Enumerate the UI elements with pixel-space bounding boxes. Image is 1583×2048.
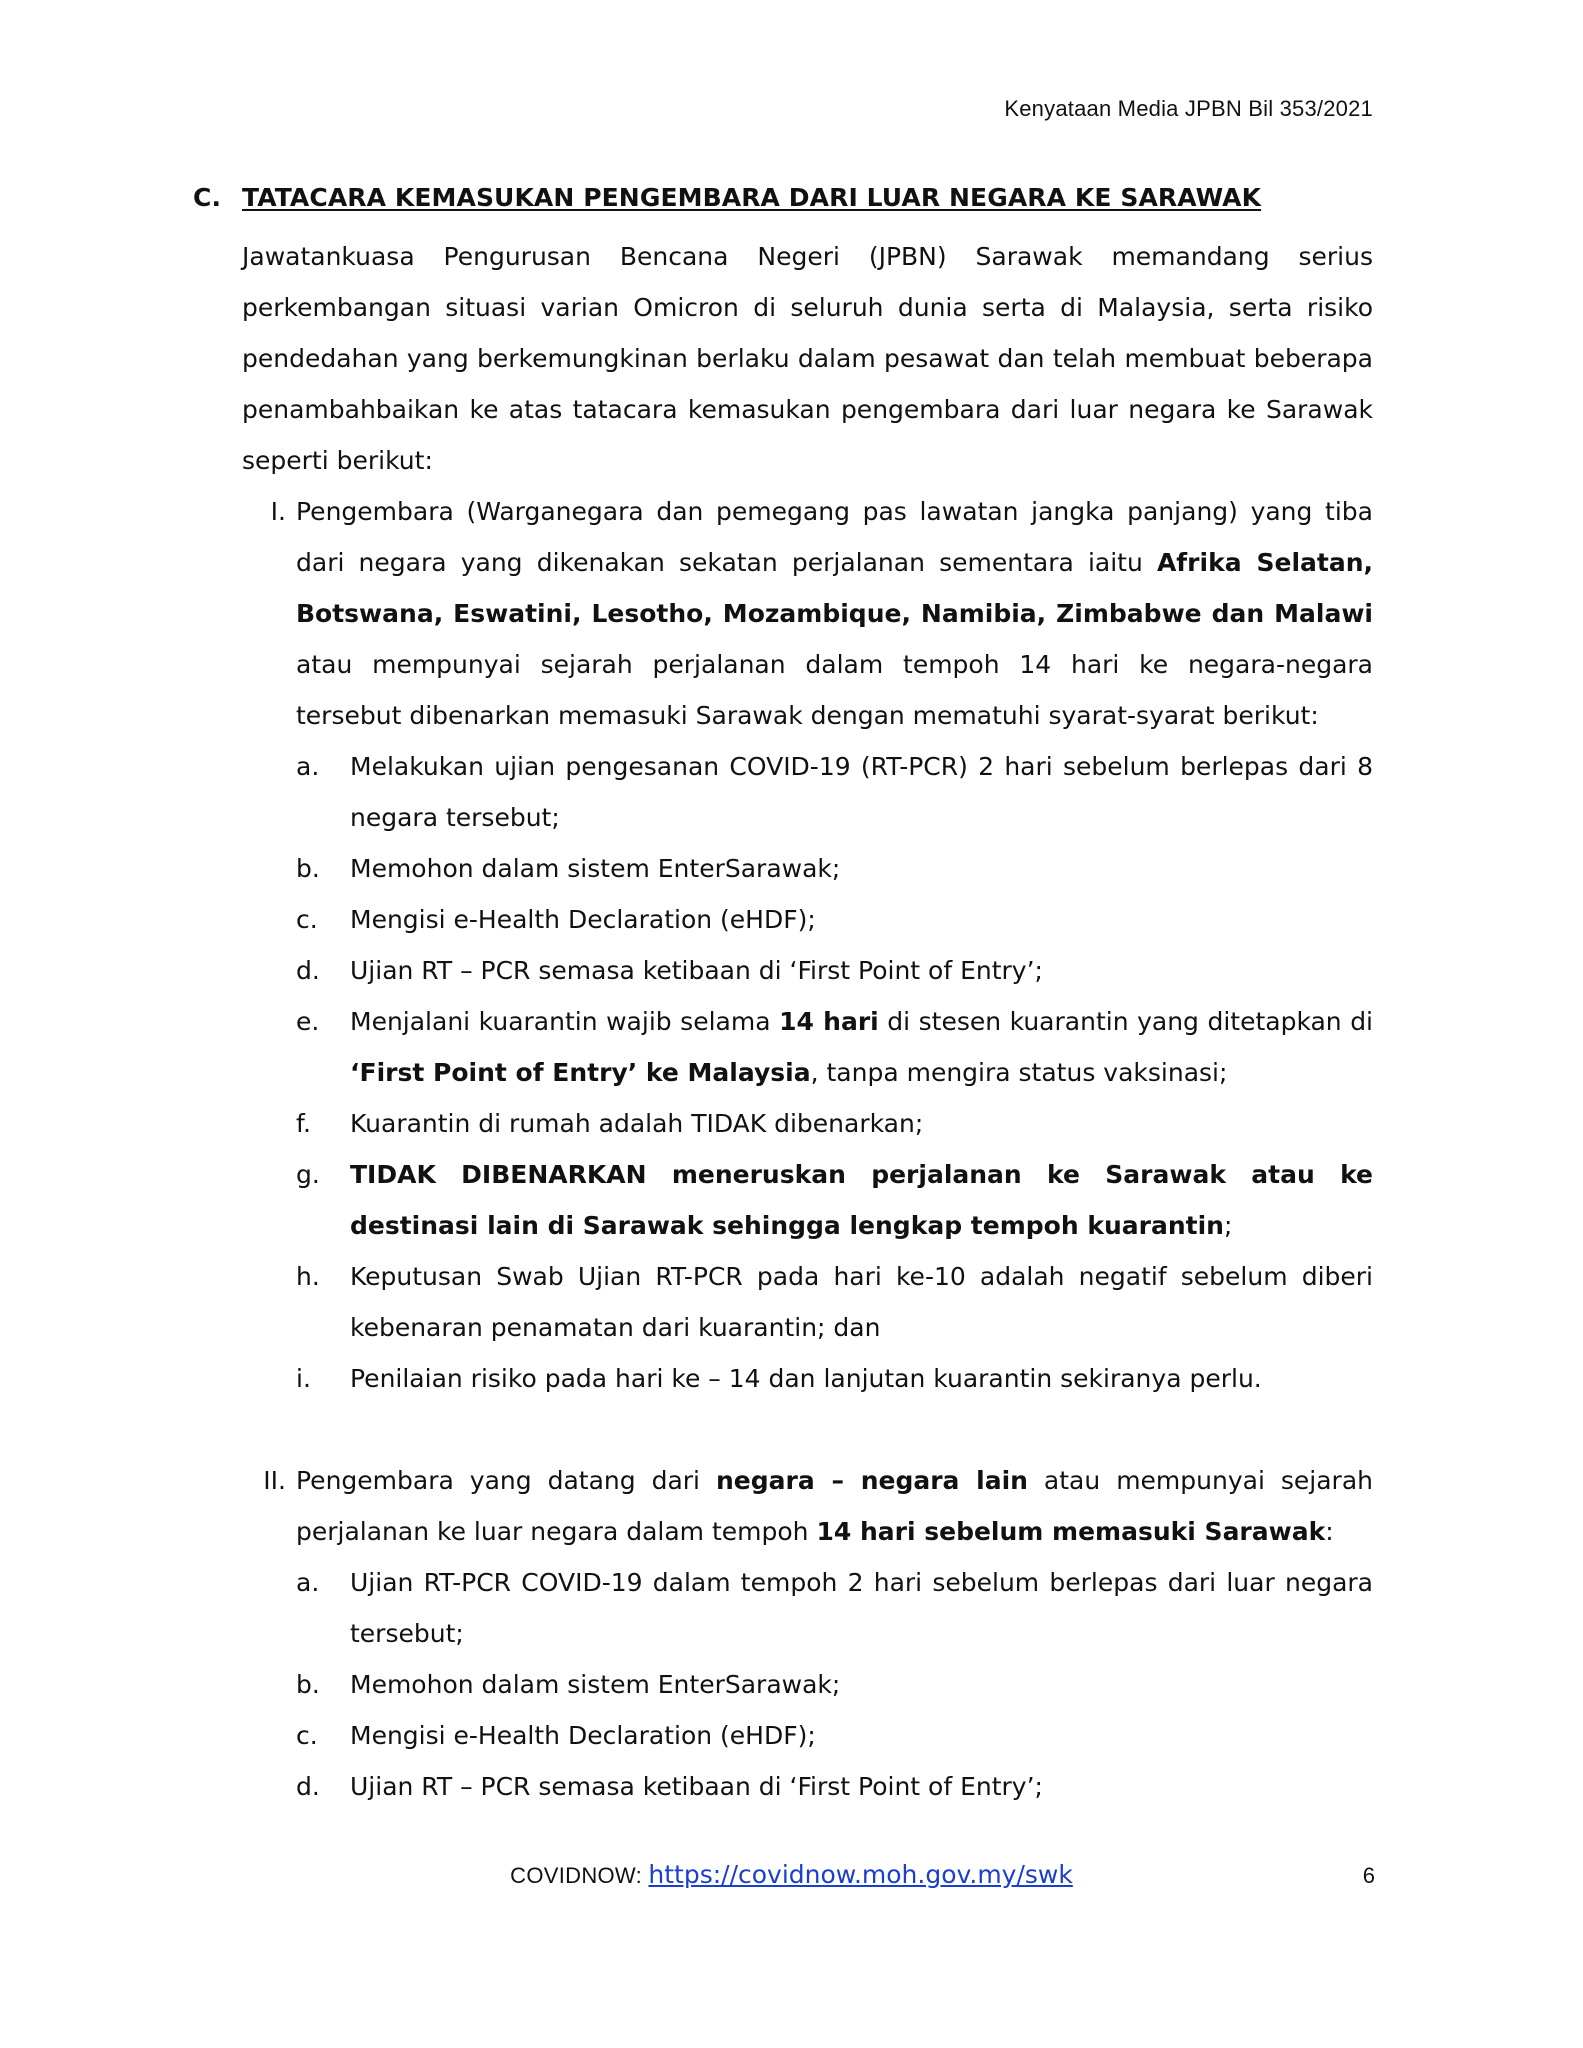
list-item-number: b.	[296, 1670, 320, 1699]
list-item-bold: TIDAK DIBENARKAN meneruskan perjalanan ke Sarawak atau ke destinasi lain di Sarawak sehingga lengkap tempoh kuarantin	[350, 1160, 1373, 1240]
list-item-1a	[242, 741, 1373, 843]
section-letter: C.	[193, 183, 222, 212]
page-number: 6	[1362, 1863, 1375, 1888]
list-item-text-mid: di stesen kuarantin yang ditetapkan di	[878, 1007, 1374, 1036]
list-item-number: g.	[296, 1160, 320, 1189]
list-item-number: h.	[296, 1262, 320, 1291]
list-item-number: c.	[296, 1721, 318, 1750]
document-body	[242, 231, 1373, 1812]
list-item-1h	[242, 1251, 1373, 1353]
list-item-text: Ujian RT – PCR semasa ketibaan di ‘First Point of Entry’;	[350, 956, 1043, 985]
list-item-1e	[242, 996, 1373, 1098]
list-item-bold: ‘First Point of Entry’ ke Malaysia	[350, 1058, 811, 1087]
list-item-text: Melakukan ujian pengesanan COVID-19 (RT-PCR) 2 hari sebelum berlepas dari 8 negara tersebut;	[350, 752, 1373, 832]
list-item-text: Ujian RT – PCR semasa ketibaan di ‘First Point of Entry’;	[350, 1772, 1043, 1801]
list-item-2b	[242, 1659, 1373, 1710]
list-item-text: Keputusan Swab Ujian RT-PCR pada hari ke-10 adalah negatif sebelum diberi kebenaran penamatan dari kuarantin; dan	[350, 1262, 1373, 1342]
list-item-number: i.	[296, 1364, 311, 1393]
list-item-2a	[242, 1557, 1373, 1659]
section-heading	[193, 183, 1261, 212]
intro-paragraph: Jawatankuasa Pengurusan Bencana Negeri (JPBN) Sarawak memandang serius perkembangan situasi varian Omicron di seluruh dunia serta di Malaysia, serta risiko pendedahan yang berkemungkinan berlaku dalam pesawat dan telah membuat beberapa penambahbaikan ke atas tatacara kemasukan pengembara dari luar negara ke Sarawak seperti berikut:	[242, 242, 1373, 475]
part-2-bold: 14 hari sebelum memasuki Sarawak	[816, 1517, 1326, 1546]
list-item-1i	[242, 1353, 1373, 1404]
part-2-number: II.	[263, 1466, 286, 1495]
list-item-1c	[242, 894, 1373, 945]
list-item-text: Kuarantin di rumah adalah TIDAK dibenarkan;	[350, 1109, 924, 1138]
list-item-text: Penilaian risiko pada hari ke – 14 dan lanjutan kuarantin sekiranya perlu.	[350, 1364, 1262, 1393]
part-2-bold: negara – negara lain	[716, 1466, 1028, 1495]
list-item-1b	[242, 843, 1373, 894]
part-1-text-b: atau mempunyai sejarah perjalanan dalam tempoh 14 hari ke negara-negara tersebut dibenarkan memasuki Sarawak dengan mematuhi syarat-syarat berikut:	[296, 650, 1373, 730]
part-1-countries: Afrika Selatan, Botswana, Eswatini, Lesotho, Mozambique, Namibia, Zimbabwe dan Malawi	[296, 548, 1373, 628]
list-item-1d	[242, 945, 1373, 996]
list-item-number: b.	[296, 854, 320, 883]
part-2-text-pre: Pengembara yang datang dari	[296, 1466, 716, 1495]
part-2	[242, 1455, 1373, 1557]
list-item-1g	[242, 1149, 1373, 1251]
list-item-number: d.	[296, 956, 320, 985]
list-item-text: Mengisi e-Health Declaration (eHDF);	[350, 1721, 816, 1750]
part-2-text-post: :	[1325, 1517, 1334, 1546]
list-item-number: d.	[296, 1772, 320, 1801]
list-item-bold: 14 hari	[779, 1007, 879, 1036]
list-item-text-post: ;	[1223, 1211, 1233, 1240]
part-1-number: I.	[270, 497, 286, 526]
section-title: TATACARA KEMASUKAN PENGEMBARA DARI LUAR NEGARA KE SARAWAK	[242, 183, 1262, 212]
list-item-number: f.	[296, 1109, 311, 1138]
header-reference: Kenyataan Media JPBN Bil 353/2021	[1004, 96, 1373, 121]
list-item-text: Mengisi e-Health Declaration (eHDF);	[350, 905, 816, 934]
list-item-text: Memohon dalam sistem EnterSarawak;	[350, 854, 841, 883]
list-item-number: c.	[296, 905, 318, 934]
list-item-number: a.	[296, 1568, 320, 1597]
list-item-text: Ujian RT-PCR COVID-19 dalam tempoh 2 hari sebelum berlepas dari luar negara tersebut;	[350, 1568, 1373, 1648]
list-item-text-pre: Menjalani kuarantin wajib selama	[350, 1007, 780, 1036]
list-item-1f	[242, 1098, 1373, 1149]
list-item-text: Memohon dalam sistem EnterSarawak;	[350, 1670, 841, 1699]
part-2-text-mid: atau mempunyai sejarah perjalanan ke luar negara dalam tempoh	[296, 1466, 1373, 1546]
covidnow-link[interactable]: https://covidnow.moh.gov.my/swk	[648, 1860, 1073, 1889]
footer-label: COVIDNOW:	[510, 1863, 649, 1888]
list-item-number: a.	[296, 752, 320, 781]
list-item-text-post: , tanpa mengira status vaksinasi;	[810, 1058, 1228, 1087]
footer	[0, 1860, 1583, 1889]
spacer	[242, 1404, 1373, 1455]
list-item-2c	[242, 1710, 1373, 1761]
list-item-number: e.	[296, 1007, 320, 1036]
part-1	[242, 486, 1373, 741]
list-item-2d	[242, 1761, 1373, 1812]
part-1-text-a: Pengembara (Warganegara dan pemegang pas lawatan jangka panjang) yang tiba dari negara yang dikenakan sekatan perjalanan sementara iaitu	[296, 497, 1373, 577]
